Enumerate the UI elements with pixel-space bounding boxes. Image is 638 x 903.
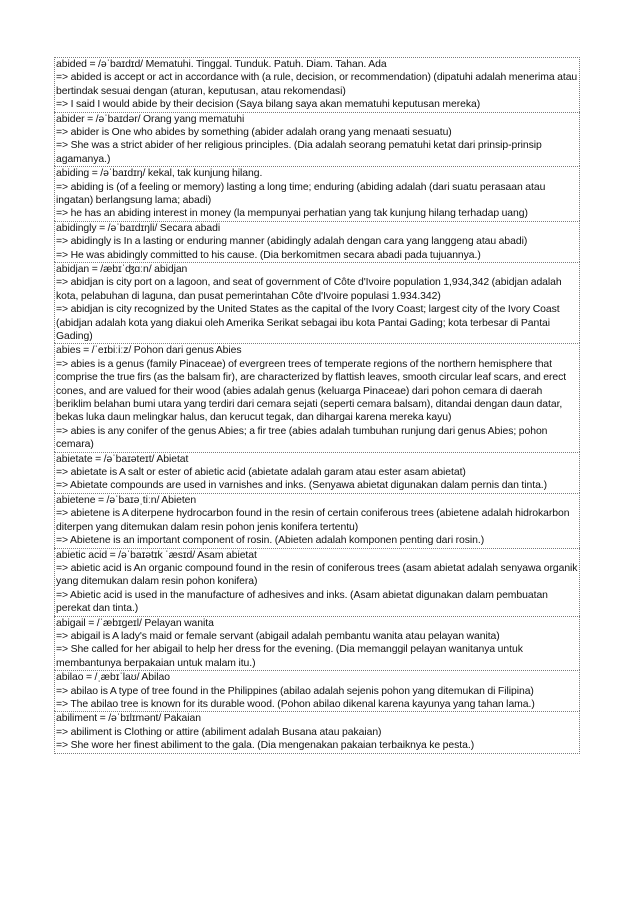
translation: Asam abietat bbox=[197, 549, 257, 561]
translation: Secara abadi bbox=[159, 222, 221, 234]
entry-abietate bbox=[54, 452, 580, 493]
entry-abies bbox=[54, 343, 580, 451]
translation: Pohon dari genus Abies bbox=[133, 345, 242, 357]
definition-line: => abietic acid is An organic compound found in the resin of coniferous trees (asam abietat adalah senyawa organik yang ditemukan dalam resin pohon konifera) bbox=[56, 562, 578, 588]
definition-line: => abidjan is city recognized by the United States as the capital of the Ivory Coast; largest city of the Ivory Coast bbox=[56, 304, 560, 316]
translation: Abieten bbox=[161, 494, 197, 506]
translation: Abietat bbox=[156, 453, 189, 465]
entry-header bbox=[56, 113, 578, 126]
entry-header bbox=[56, 453, 578, 466]
translation: abidjan bbox=[154, 264, 188, 276]
definition-line: => abilao is A type of tree found in the Philippines (abilao adalah sejenis pohon yang ditemukan di Filipina) bbox=[56, 685, 534, 697]
entry-header bbox=[56, 549, 578, 562]
translation: Pelayan wanita bbox=[144, 617, 214, 629]
translation: Pakaian bbox=[163, 713, 201, 725]
example-line: => Abietene is an important component of rosin. (Abieten adalah komponen penting dari rosin.) bbox=[56, 535, 485, 547]
entry-header bbox=[56, 344, 578, 357]
headword: abided = /əˈbaɪdɪd/ bbox=[56, 59, 144, 70]
example-line: => He was abidingly committed to his cause. (Dia berkomitmen secara abadi pada tujuannya.) bbox=[56, 249, 481, 261]
example-line: => She was a strict abider of her religious principles. (Dia adalah seorang pematuhi ketat dari prinsip-prinsip agamanya.) bbox=[56, 140, 542, 165]
entry-abidingly bbox=[54, 221, 580, 262]
example-line: => Abietic acid is used in the manufacture of adhesives and inks. (Asam abietat digunakan dalam pembuatan perekat dan tinta.) bbox=[56, 589, 548, 615]
headword: abidjan = /æbɪˈʤɑːn/ bbox=[56, 264, 152, 276]
definition-line: => abided is accept or act in accordance with (a rule, decision, or recommendation) (dipatuhi adalah menerima atau bertindak sesuai dengan (aturan, keputusan, atau rekomendasi) bbox=[56, 72, 578, 97]
entry-header bbox=[56, 617, 578, 630]
example-line: => The abilao tree is known for its durable wood. (Pohon abilao dikenal karena kayunya yang tahan lama.) bbox=[56, 698, 535, 710]
entry-header bbox=[56, 494, 578, 507]
definition-line: => abies is any conifer of the genus Abies; a fir tree (abies adalah tumbuhan runjung dari genus Abies; pohon cemara) bbox=[56, 425, 548, 451]
entry-header bbox=[56, 671, 578, 684]
headword: abilao = /ˌæbɪˈlaʊ/ bbox=[56, 672, 140, 684]
entry-abiliment bbox=[54, 711, 580, 753]
example-line: => Abietate compounds are used in varnishes and inks. (Senyawa abietat digunakan dalam pernis dan tinta.) bbox=[56, 480, 548, 492]
headword: abidingly = /əˈbaɪdɪŋli/ bbox=[56, 222, 158, 234]
definition-line: => abietate is A salt or ester of abietic acid (abietate adalah garam atau ester asam abietat) bbox=[56, 467, 466, 479]
headword: abiding = /əˈbaɪdɪŋ/ bbox=[56, 168, 146, 180]
dictionary-page bbox=[54, 57, 580, 754]
entry-header bbox=[56, 712, 578, 725]
definition-line: => abiliment is Clothing or attire (abiliment adalah Busana atau pakaian) bbox=[56, 726, 382, 738]
translation: Abilao bbox=[141, 672, 170, 684]
entry-abidjan bbox=[54, 262, 580, 343]
entry-abietic-acid bbox=[54, 548, 580, 616]
headword: abigail = /ˈæbɪgeɪl/ bbox=[56, 617, 142, 629]
headword: abietic acid = /əˈbaɪətɪk ˈæsɪd/ bbox=[56, 549, 196, 561]
example-line: => I said I would abide by their decision (Saya bilang saya akan mematuhi keputusan mereka) bbox=[56, 99, 481, 111]
entry-header bbox=[56, 58, 578, 71]
definition-line: => abiding is (of a feeling or memory) lasting a long time; enduring (abiding adalah (dari suatu perasaan atau ingatan) berlangsung lama; abadi) bbox=[56, 181, 546, 207]
example-line: => he has an abiding interest in money (la mempunyai perhatian yang tak kunjung hilang terhadap uang) bbox=[56, 208, 528, 220]
translation: Mematuhi. Tinggal. Tunduk. Patuh. Diam. Tahan. Ada bbox=[145, 59, 387, 70]
headword: abietene = /əˈbaɪəˌtiːn/ bbox=[56, 494, 160, 506]
headword: abietate = /əˈbaɪəteɪt/ bbox=[56, 453, 155, 465]
entry-abigail bbox=[54, 616, 580, 671]
entry-abiding bbox=[54, 166, 580, 221]
headword: abiliment = /əˈbɪlɪmənt/ bbox=[56, 713, 162, 725]
translation: Orang yang mematuhi bbox=[143, 113, 245, 125]
definition-line: => abidjan is city port on a lagoon, and seat of government of Côte d'Ivoire population 1,934,342 (abidjan adalah kota, pelabuhan di laguna, dan pusat pemerintahan Côte d'Ivoire populasi 1.934.342) bbox=[56, 277, 562, 302]
translation: kekal, tak kunjung hilang. bbox=[147, 168, 263, 180]
entry-abietene bbox=[54, 493, 580, 548]
entry-header bbox=[56, 263, 578, 276]
example-line: => She called for her abigail to help her dress for the evening. (Dia memanggil pelayan wanitanya untuk membantunya berpakaian untuk malam itu.) bbox=[56, 644, 523, 669]
entry-header bbox=[56, 222, 578, 235]
example-line: => She wore her finest abiliment to the gala. (Dia mengenakan pakaian terbaiknya ke pesta.) bbox=[56, 740, 475, 752]
definition-line: => abider is One who abides by something (abider adalah orang yang menaati sesuatu) bbox=[56, 127, 452, 138]
definition-line: => abies is a genus (family Pinaceae) of evergreen trees of temperate regions of the northern hemisphere that comprise the true firs (as the balsam fir), are characterized by flattish leaves, smooth circular leaf scars, and erect cones, and are valued for their wood (abies adalah genus (keluarga Pinaceae) dari pohon cemara di daerah beriklim belahan bumi utara yang terdiri dari cemara sejati (seperti cemara balsam), ditandai dengan daun datar, bekas luka daun melingkar halus, dan kerucut tegak, dan dihargai karena mereka kayu) bbox=[56, 358, 567, 424]
definition-line: => abidingly is In a lasting or enduring manner (abidingly adalah dengan cara yang langgeng atau abadi) bbox=[56, 236, 528, 248]
headword: abies = /ˈeɪbiːiːz/ bbox=[56, 345, 132, 357]
entry-abilao bbox=[54, 670, 580, 711]
definition-line: => abigail is A lady's maid or female servant (abigail adalah pembantu wanita atau pelayan wanita) bbox=[56, 630, 500, 642]
entry-abider bbox=[54, 112, 580, 167]
entry-abided bbox=[54, 57, 580, 112]
definition-line: => abietene is A diterpene hydrocarbon found in the resin of certain coniferous trees (abietene adalah hidrokarbon diterpen yang ditemukan dalam resin pohon jenis konifera tertentu) bbox=[56, 508, 570, 533]
headword: abider = /əˈbaɪdər/ bbox=[56, 113, 141, 125]
definition-line: (abidjan adalah kota yang diakui oleh Amerika Serikat sebagai ibu kota Pantai Gading; kota terbesar di Pantai Gading) bbox=[56, 317, 551, 343]
entry-header bbox=[56, 167, 578, 180]
